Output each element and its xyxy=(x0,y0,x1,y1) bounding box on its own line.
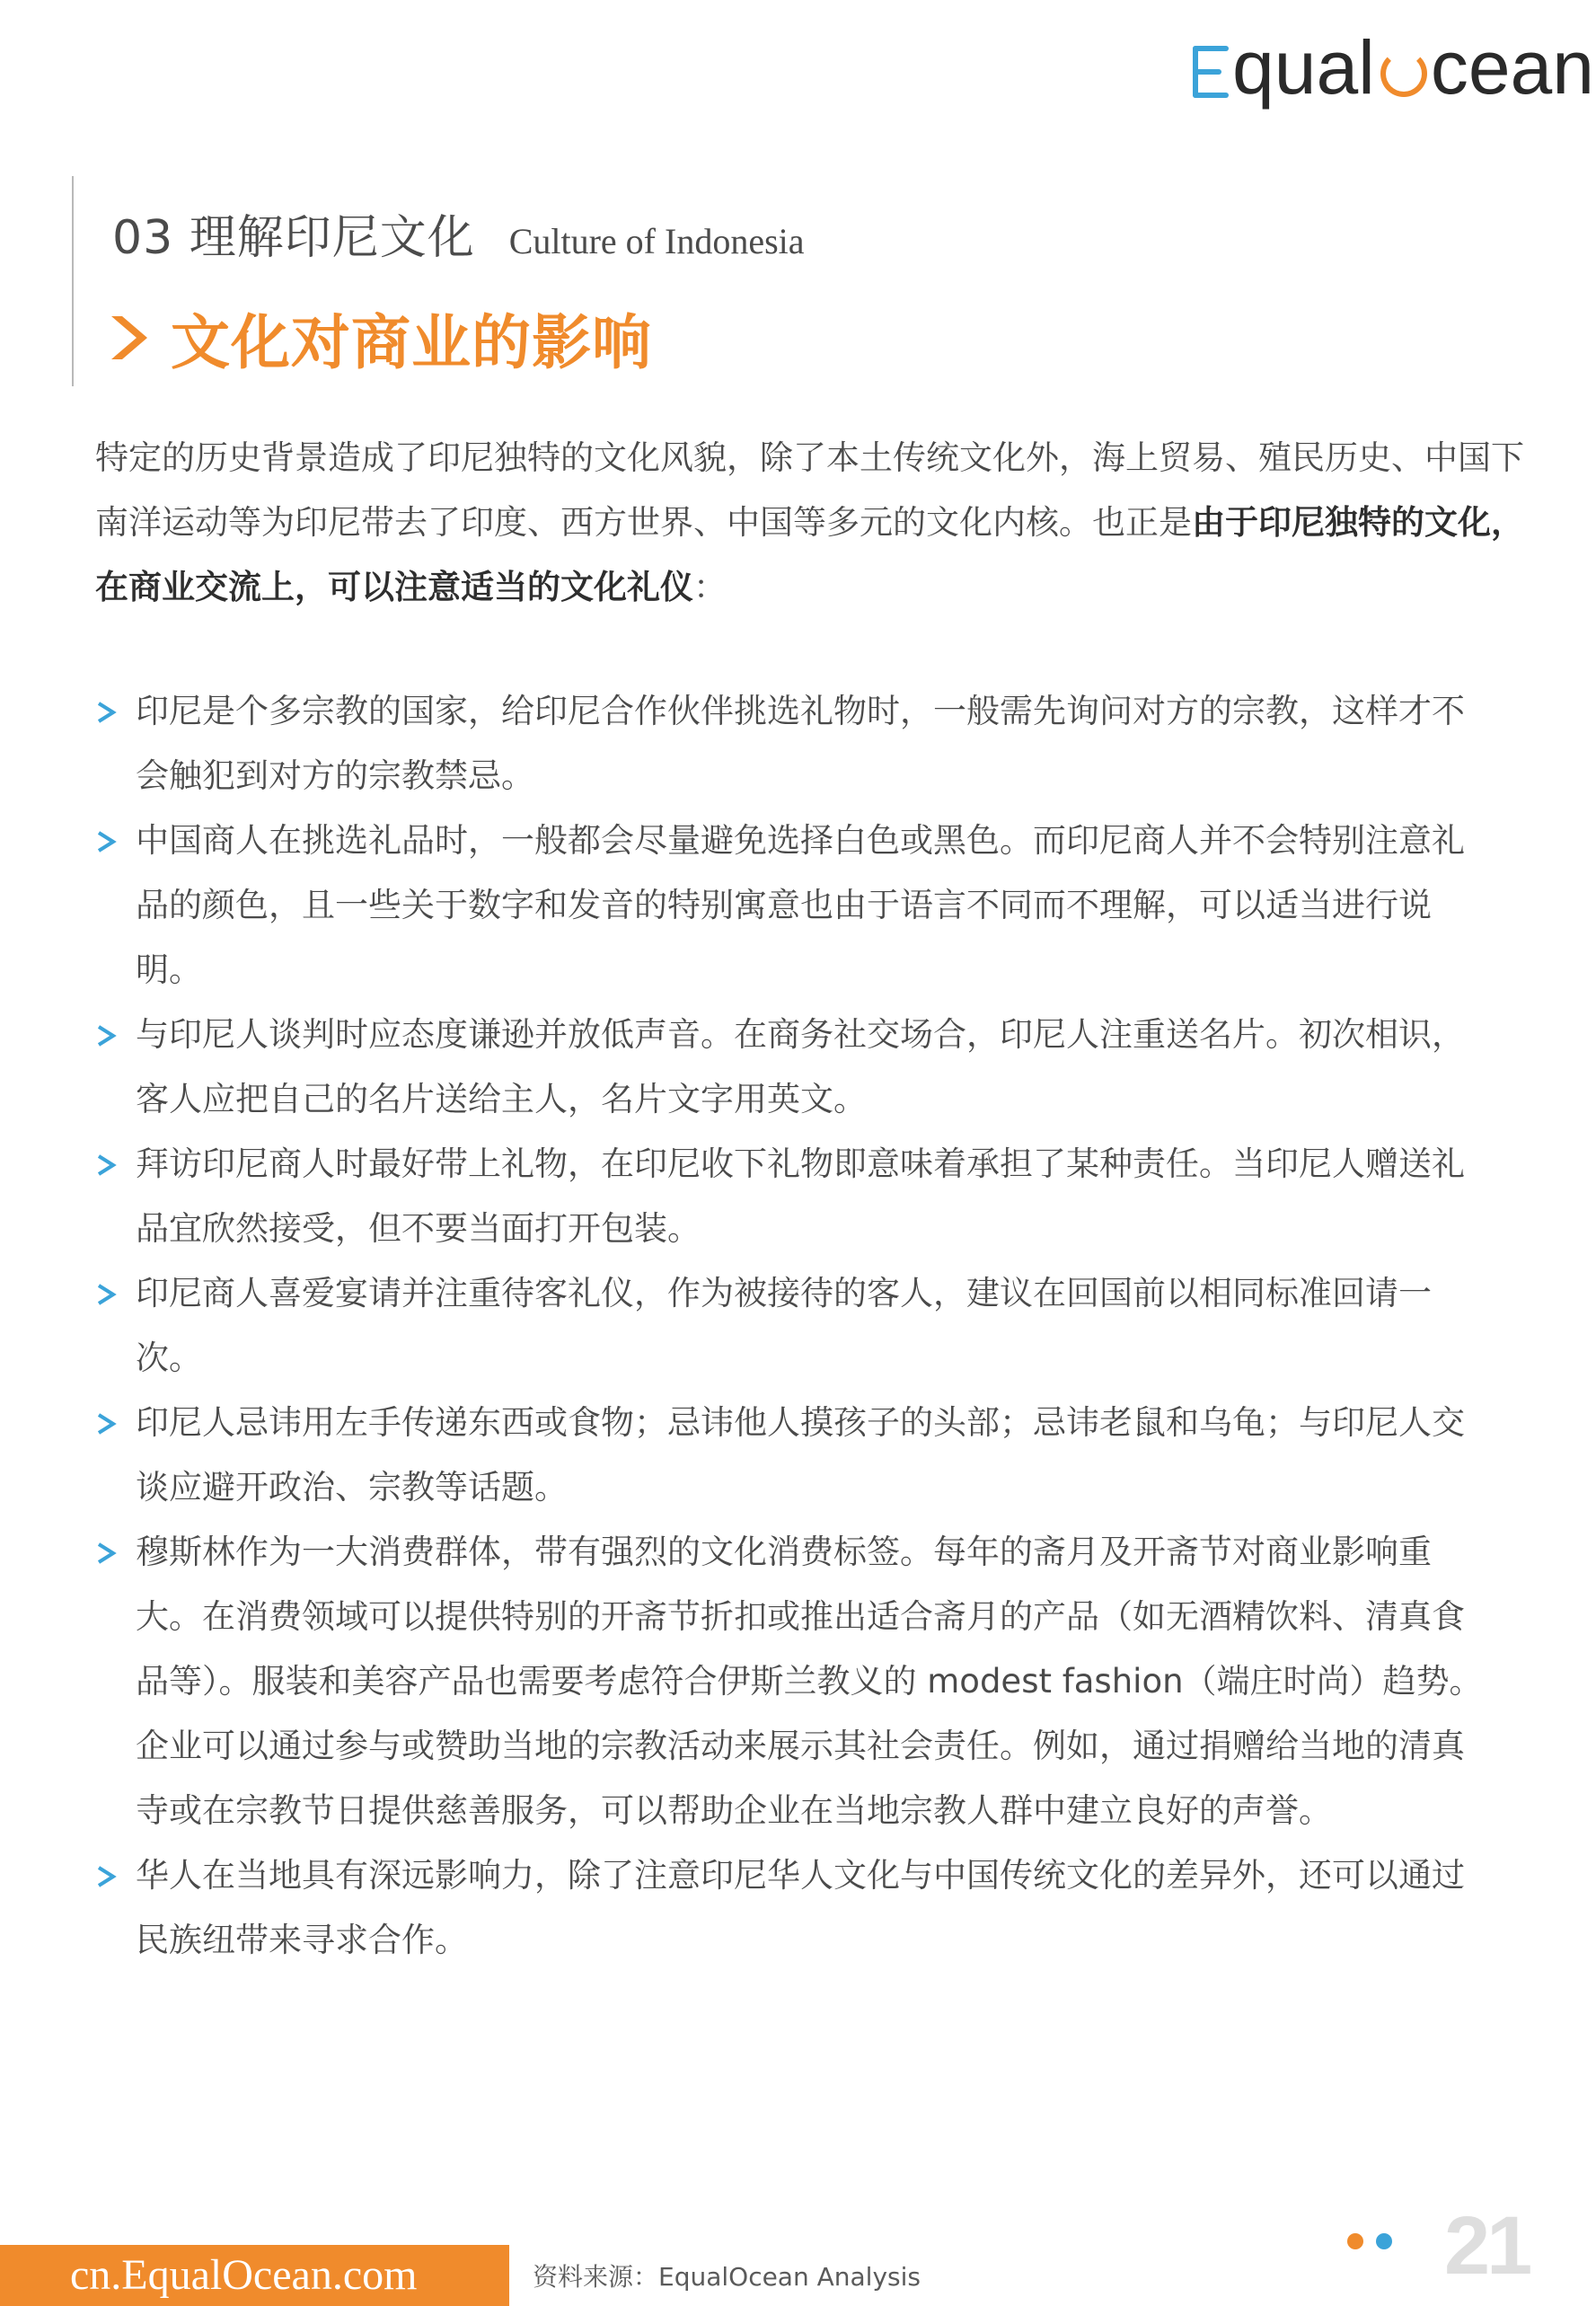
list-item xyxy=(95,679,1496,808)
arrow-bullet-icon xyxy=(95,701,117,724)
arrow-bullet-icon xyxy=(95,1283,117,1306)
arrow-bullet-icon xyxy=(95,1542,117,1565)
arrow-bullet-icon xyxy=(95,1153,117,1177)
list-item-text: 华人在当地具有深远影响力，除了注意印尼华人文化与中国传统文化的差异外，还可以通过民族纽带来寻求合作。 xyxy=(136,1856,1465,1959)
intro-paragraph xyxy=(95,426,1532,620)
equalocean-logo xyxy=(1193,27,1594,108)
page-number: 21 xyxy=(1444,2200,1530,2292)
logo-o-mark-icon xyxy=(1380,50,1427,97)
dot-blue-icon xyxy=(1376,2233,1392,2249)
list-item xyxy=(95,1391,1496,1520)
list-item xyxy=(95,1843,1496,1973)
list-item-text: 中国商人在挑选礼品时，一般都会尽量避免选择白色或黑色。而印尼商人并不会特别注意礼品的颜色，且一些关于数字和发音的特别寓意也由于语言不同而不理解，可以适当进行说明。 xyxy=(136,821,1465,989)
logo-text-part1: qual xyxy=(1232,25,1375,110)
page-dots xyxy=(1347,2233,1392,2249)
intro-bold-text: 由于印尼独特的文化，在商业交流上，可以注意适当的文化礼仪 xyxy=(95,503,1524,606)
section-title-english: Culture of Indonesia xyxy=(508,221,805,261)
list-item xyxy=(95,1520,1496,1843)
list-item xyxy=(95,1261,1496,1391)
intro-colon: ： xyxy=(693,568,727,606)
arrow-bullet-icon xyxy=(95,1865,117,1888)
section-number-title: 03 理解印尼文化 xyxy=(112,211,475,265)
etiquette-bullet-list xyxy=(95,679,1496,1973)
list-item xyxy=(95,1132,1496,1261)
logo-text-part2: cean xyxy=(1430,25,1594,110)
logo-e-mark-icon xyxy=(1193,46,1229,98)
list-item-text: 印尼商人喜爱宴请并注重待客礼仪，作为被接待的客人，建议在回国前以相同标准回请一次。 xyxy=(136,1274,1432,1377)
list-item-text: 印尼人忌讳用左手传递东西或食物；忌讳他人摸孩子的头部；忌讳老鼠和乌龟；与印尼人交谈应避开政治、宗教等话题。 xyxy=(136,1403,1465,1506)
arrow-bullet-icon xyxy=(95,1412,117,1436)
intro-text: 特定的历史背景造成了印尼独特的文化风貌，除了本土传统文化外，海上贸易、殖民历史、中国下南洋运动等为印尼带去了印度、西方世界、中国等多元的文化内核。也正是 xyxy=(95,438,1524,542)
dot-orange-icon xyxy=(1347,2233,1363,2249)
header-divider xyxy=(72,176,74,386)
chevron-right-icon xyxy=(110,311,149,365)
list-item-text: 与印尼人谈判时应态度谦逊并放低声音。在商务社交场合，印尼人注重送名片。初次相识，客人应把自己的名片送给主人，名片文字用英文。 xyxy=(136,1015,1465,1118)
page-heading xyxy=(110,295,652,380)
section-title xyxy=(112,199,805,267)
arrow-bullet-icon xyxy=(95,1024,117,1047)
list-item-text: 穆斯林作为一大消费群体，带有强烈的文化消费标签。每年的斋月及开斋节对商业影响重大。在消费领域可以提供特别的开斋节折扣或推出适合斋月的产品（如无酒精饮料、清真食品等）。服装和美容产品也需要考虑符合伊斯兰教义的 modest fashion（端庄时尚）趋势。企业可以通过参与或赞助当地的宗教活动来展示其社会责任。例如，通过捐赠给当地的清真寺或在宗教节日提供慈善服务，可以帮助企业在当地宗教人群中建立良好的声誉。 xyxy=(136,1533,1483,1830)
list-item-text: 拜访印尼商人时最好带上礼物，在印尼收下礼物即意味着承担了某种责任。当印尼人赠送礼品宜欣然接受，但不要当面打开包装。 xyxy=(136,1144,1465,1248)
list-item xyxy=(95,808,1496,1003)
page-heading-text: 文化对商业的影响 xyxy=(171,308,652,377)
footer-website-link[interactable]: cn.EqualOcean.com xyxy=(70,2251,418,2299)
arrow-bullet-icon xyxy=(95,830,117,853)
list-item xyxy=(95,1003,1496,1132)
footer-source-note: 资料来源：EqualOcean Analysis xyxy=(533,2262,921,2292)
list-item-text: 印尼是个多宗教的国家，给印尼合作伙伴挑选礼物时，一般需先询问对方的宗教，这样才不会触犯到对方的宗教禁忌。 xyxy=(136,692,1465,795)
